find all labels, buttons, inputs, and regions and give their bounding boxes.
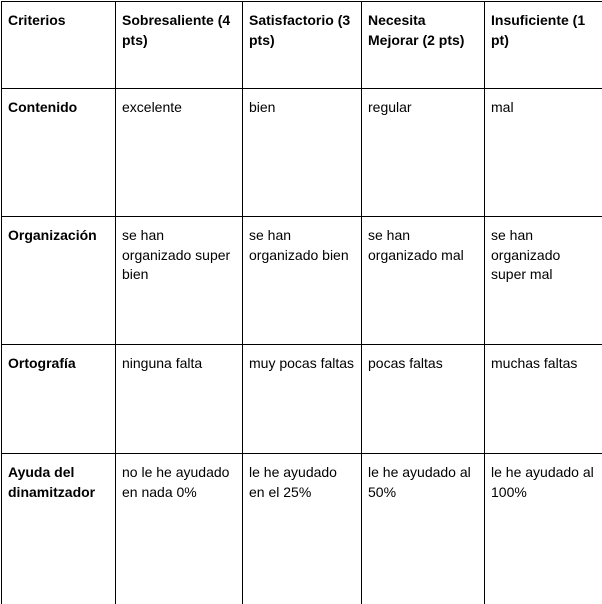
header-criterios: Criterios [2,2,116,89]
table-cell: pocas faltas [362,345,485,454]
rubric-table [1,1,602,604]
header-insuficiente: Insuficiente (1 pt) [485,2,602,89]
table-cell: le he ayudado en el 25% [243,454,362,604]
header-satisfactorio: Satisfactorio (3 pts) [243,2,362,89]
table-cell: se han organizado bien [243,217,362,345]
table-row [2,89,602,217]
table-row [2,454,602,604]
table-cell: muy pocas faltas [243,345,362,454]
table-cell: se han organizado super mal [485,217,602,345]
table-cell: no le he ayudado en nada 0% [116,454,243,604]
table-cell: se han organizado mal [362,217,485,345]
header-row [2,2,602,89]
table-cell: bien [243,89,362,217]
table-cell: excelente [116,89,243,217]
table-cell: mal [485,89,602,217]
table-row [2,217,602,345]
header-necesita-mejorar: Necesita Mejorar (2 pts) [362,2,485,89]
criterion-cell: Organización [2,217,116,345]
criterion-cell: Ortografía [2,345,116,454]
table-cell: le he ayudado al 50% [362,454,485,604]
table-cell: ninguna falta [116,345,243,454]
table-cell: se han organizado super bien [116,217,243,345]
table-cell: muchas faltas [485,345,602,454]
header-sobresaliente: Sobresaliente (4 pts) [116,2,243,89]
table-cell: regular [362,89,485,217]
table-row [2,345,602,454]
table-cell: le he ayudado al 100% [485,454,602,604]
criterion-cell: Contenido [2,89,116,217]
criterion-cell: Ayuda del dinamitzador [2,454,116,604]
